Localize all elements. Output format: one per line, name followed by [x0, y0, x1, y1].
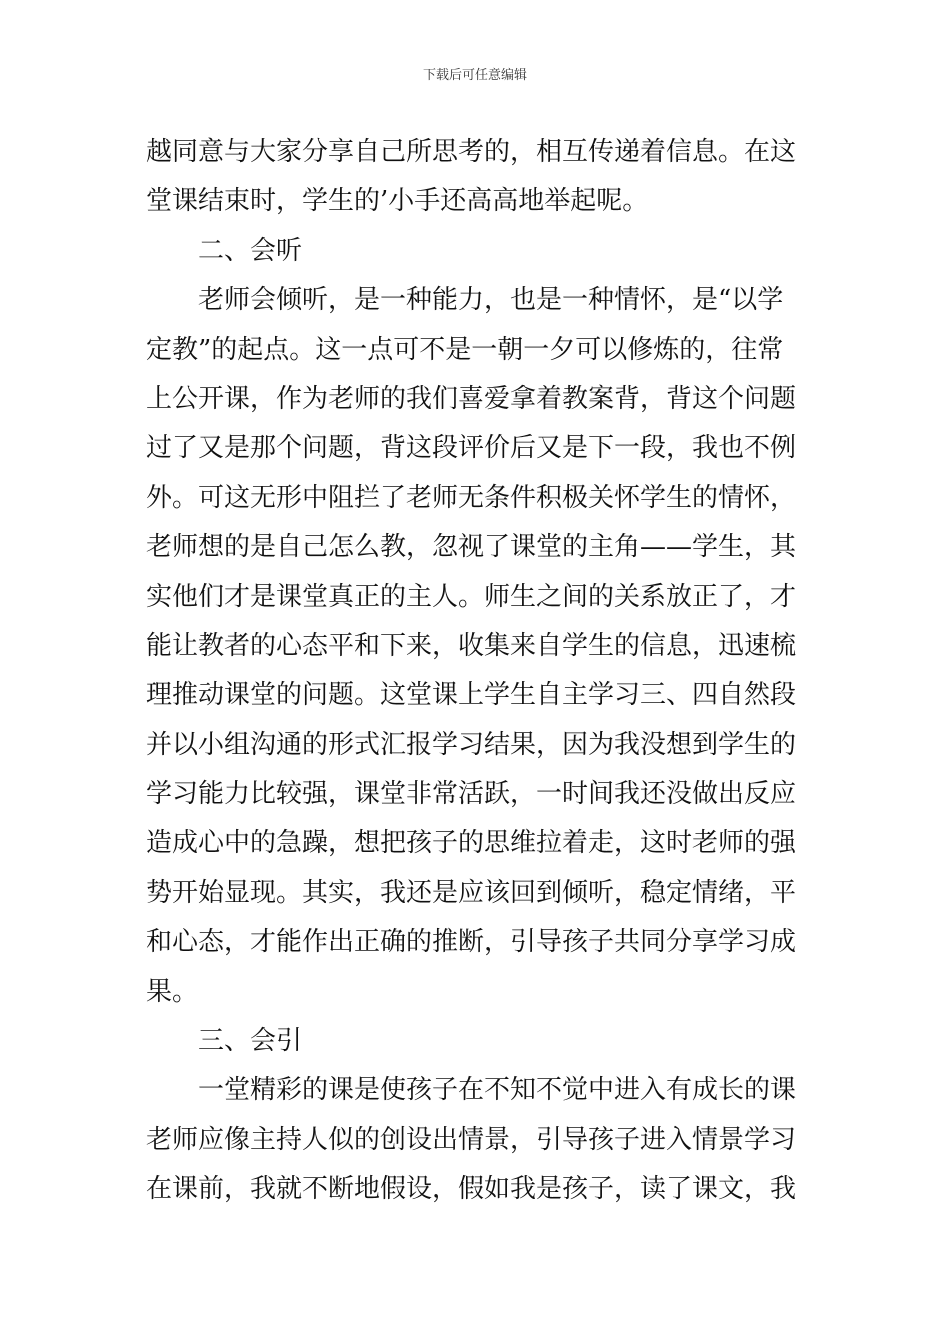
text-line: 在课前，我就不断地假设，假如我是孩子，读了课文，我: [146, 1174, 797, 1205]
text-line: 势开始显现。其实，我还是应该回到倾听，稳定情绪，平: [146, 877, 797, 908]
text-line: 外。可这无形中阻拦了老师无条件积极关怀学生的情怀，: [146, 482, 797, 513]
text-line: 上公开课，作为老师的我们喜爱拿着教案背，背这个问题: [146, 383, 797, 414]
text-line: 老师想的是自己怎么教，忽视了课堂的主角——学生，其: [146, 532, 797, 563]
text-line: 并以小组沟通的形式汇报学习结果，因为我没想到学生的: [146, 729, 797, 760]
text-line: 老师会倾听，是一种能力，也是一种情怀，是“以学: [198, 285, 784, 316]
text-line: 能让教者的心态平和下来，收集来自学生的信息，迅速梳: [146, 630, 797, 661]
section-heading: 三、会引: [198, 1026, 303, 1057]
text-line: 一堂精彩的课是使孩子在不知不觉中进入有成长的课: [198, 1075, 797, 1106]
text-line: 过了又是那个问题，背这段评价后又是下一段，我也不例: [146, 433, 797, 464]
text-line: 堂课结束时，学生的’小手还高高地举起呢。: [146, 186, 649, 217]
text-line: 和心态，才能作出正确的推断，引导孩子共同分享学习成: [146, 927, 797, 958]
text-line: 实他们才是课堂真正的主人。师生之间的关系放正了，才: [146, 581, 797, 612]
text-line: 学习能力比较强，课堂非常活跃，一时间我还没做出反应: [146, 779, 797, 810]
document-body: [146, 128, 810, 1215]
text-line: 老师应像主持人似的创设出情景，引导孩子进入情景学习: [146, 1124, 797, 1155]
section-heading: 二、会听: [198, 235, 303, 266]
page-header: 下载后可任意编辑: [422, 68, 527, 83]
text-line: 造成心中的急躁，想把孩子的思维拉着走，这时老师的强: [146, 828, 797, 859]
text-line: 理推动课堂的问题。这堂课上学生自主学习三、四自然段: [146, 680, 797, 711]
text-line: 果。: [146, 976, 199, 1007]
text-line: 定教”的起点。这一点可不是一朝一夕可以修炼的，往常: [146, 334, 784, 365]
text-line: 越同意与大家分享自己所思考的，相互传递着信息。在这: [146, 137, 797, 167]
